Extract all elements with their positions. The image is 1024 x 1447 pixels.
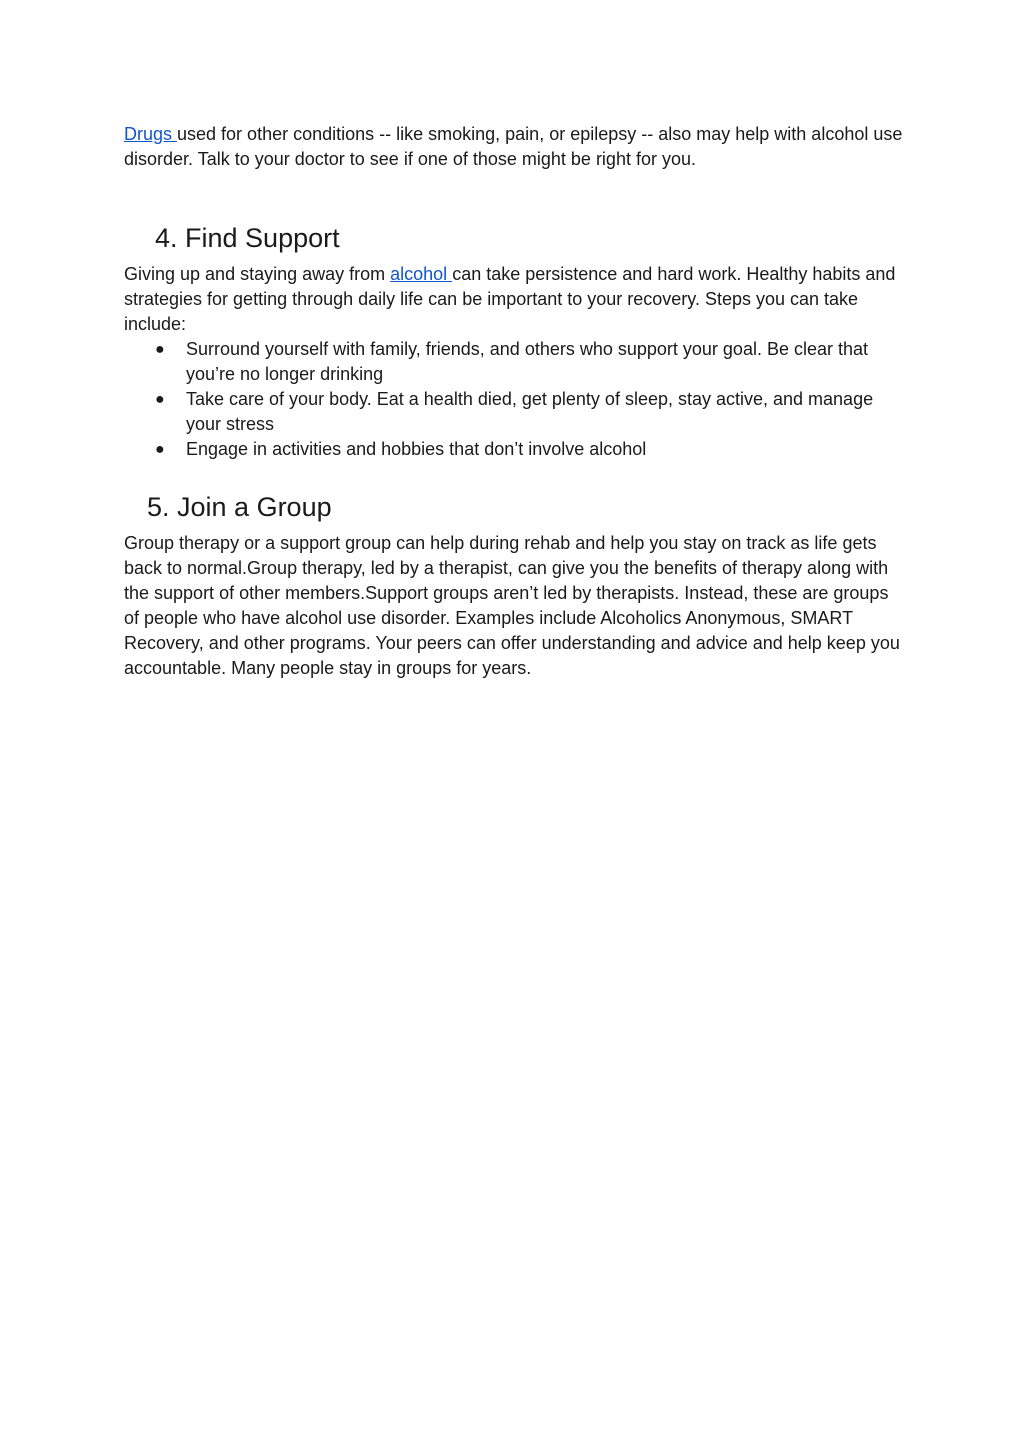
list-item-text: Engage in activities and hobbies that don’t involve alcohol [186,439,647,459]
list-item [124,387,904,437]
intro-paragraph [124,122,904,172]
section-4-heading: 4. Find Support [155,223,340,253]
section-5-heading: 5. Join a Group [147,492,332,522]
section-4-text-after: can take persistence and hard work. Healthy habits and strategies for getting through daily life can be important to your recovery. Steps you can take include: [124,264,896,334]
list-item-text: Take care of your body. Eat a health died, get plenty of sleep, stay active, and manage your stress [186,389,874,434]
intro-text: used for other conditions -- like smoking, pain, or epilepsy -- also may help with alcohol use disorder. Talk to your doctor to see if one of those might be right for you. [124,124,903,169]
bullet-icon: ● [155,441,165,458]
section-4-paragraph [124,262,904,337]
support-steps-list [124,337,904,462]
drugs-link[interactable]: Drugs [124,124,178,144]
section-4-text-before: Giving up and staying away from [124,264,391,284]
alcohol-link[interactable]: alcohol [390,264,453,284]
list-item [124,437,904,462]
section-5-paragraph: Group therapy or a support group can help during rehab and help you stay on track as life gets back to normal.Group therapy, led by a therapist, can give you the benefits of therapy along with the support of other members.Support groups aren’t led by therapists. Instead, these are groups of people who have alcohol use disorder. Examples include Alcoholics Anonymous, SMART Recovery, and other programs. Your peers can offer understanding and advice and help keep you accountable. Many people stay in groups for years. [124,533,900,678]
list-item-text: Surround yourself with family, friends, and others who support your goal. Be clear that you’re no longer drinking [186,339,869,384]
document-page [124,122,904,681]
list-item [124,337,904,387]
bullet-icon: ● [155,391,165,408]
bullet-icon: ● [155,341,165,358]
